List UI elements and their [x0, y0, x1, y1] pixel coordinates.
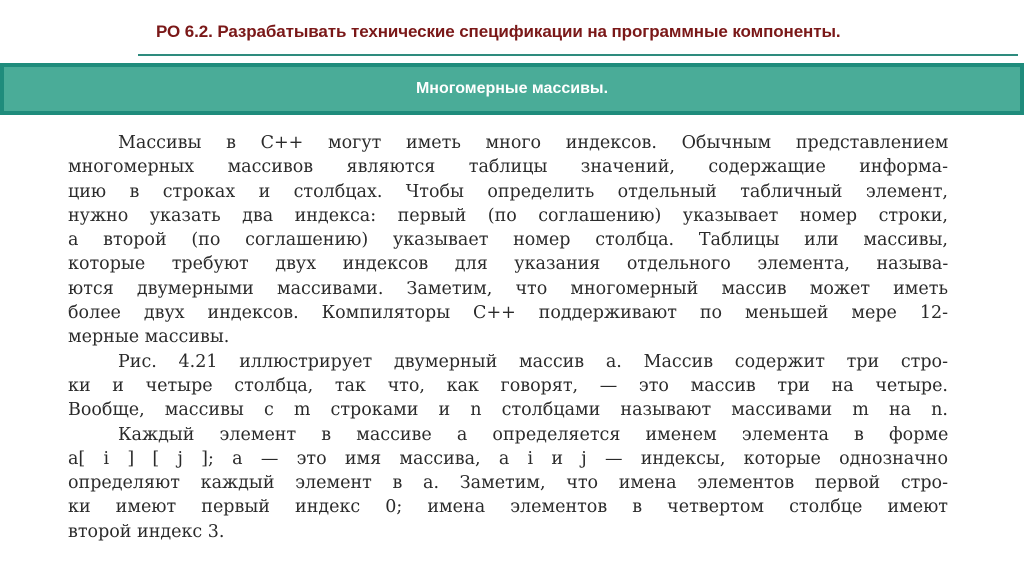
text-line: ются двумерными массивами. Заметим, что многомерный массив может иметь — [68, 278, 948, 299]
text-line: мерные массивы. — [68, 327, 230, 348]
text-line: ки имеют первый индекс 0; имена элементов в четвертом столбце имеют — [68, 497, 948, 518]
text-line: нужно указать два индекса: первый (по соглашению) указывает номер строки, — [68, 205, 948, 226]
text-line: Каждый элемент в массиве a определяется именем элемента в форме — [118, 424, 949, 445]
section-banner — [0, 63, 1024, 115]
text-line: цию в строках и столбцах. Чтобы определить отдельный табличный элемент, — [68, 181, 948, 202]
text-line: определяют каждый элемент в a. Заметим, что имена элементов первой стро- — [68, 473, 948, 494]
section-banner-inner — [4, 67, 1020, 111]
text-line: многомерных массивов являются таблицы значений, содержащие информа- — [68, 157, 948, 178]
text-line: a[ i ] [ j ]; a — это имя массива, a i и j — индексы, которые однозначно — [68, 448, 948, 469]
section-banner-title: Многомерные массивы. — [415, 80, 609, 97]
document-body — [68, 131, 948, 544]
text-line: ки и четыре столбца, так что, как говорят, — это массив три на четыре. — [68, 375, 948, 396]
text-line: которые требуют двух индексов для указания отдельного элемента, называ- — [68, 254, 949, 275]
text-line: а второй (по соглашению) указывает номер столбца. Таблицы или массивы, — [68, 230, 948, 251]
text-line: второй индекс 3. — [68, 521, 225, 542]
text-line: более двух индексов. Компиляторы C++ поддерживают по меньшей мере 12- — [68, 303, 948, 324]
text-line: Вообще, массивы с m строками и n столбцами называют массивами m на n. — [68, 400, 948, 421]
header-underline — [138, 54, 1018, 56]
text-line: Рис. 4.21 иллюстрирует двумерный массив a. Массив содержит три стро- — [118, 351, 948, 372]
slide-header-title: РО 6.2. Разрабатывать технические спецификации на программные компоненты. — [156, 22, 841, 41]
text-line: Массивы в C++ могут иметь много индексов. Обычным представлением — [118, 133, 949, 153]
